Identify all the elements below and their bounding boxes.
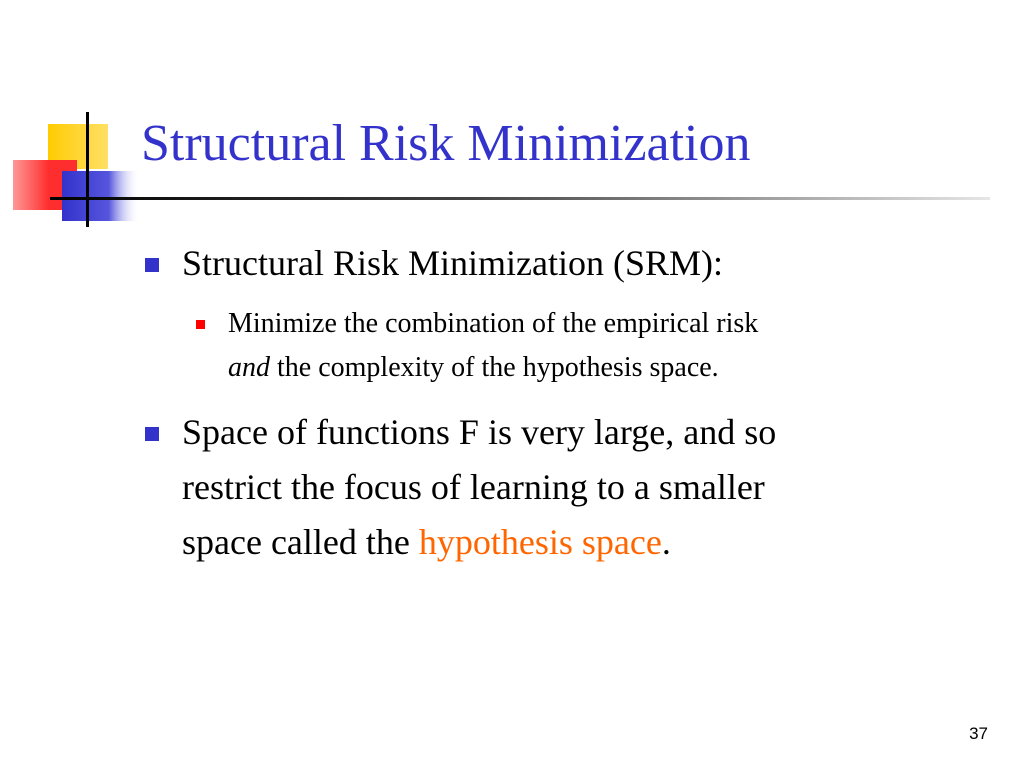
bullet-square-icon [145,427,159,441]
sub-bullet-line-rest: the complexity of the hypothesis space. [270,352,719,383]
sub-bullet-line [228,346,998,390]
bullet-line: Space of functions F is very large, and so [182,412,777,452]
highlighted-term: hypothesis space [418,522,662,562]
sub-bullet-line: Minimize the combination of the empirical risk [228,308,759,339]
sub-bullet-square-icon [196,320,205,329]
bullet-text [182,405,972,570]
emphasis-text: and [228,352,270,383]
bullet-item [145,405,965,575]
bullet-line: restrict the focus of learning to a smaller [182,467,765,507]
bullet-line-prefix: space called the [182,522,419,562]
bullet-text: Structural Risk Minimization (SRM): [182,243,723,283]
bullet-square-icon [145,258,159,272]
bullet-line [182,515,972,570]
sub-bullet-item [196,302,996,392]
page-number: 37 [969,724,988,743]
slide-title: Structural Risk Minimization [141,115,751,172]
sub-bullet-text [228,302,998,390]
bullet-line-suffix: . [661,522,671,562]
